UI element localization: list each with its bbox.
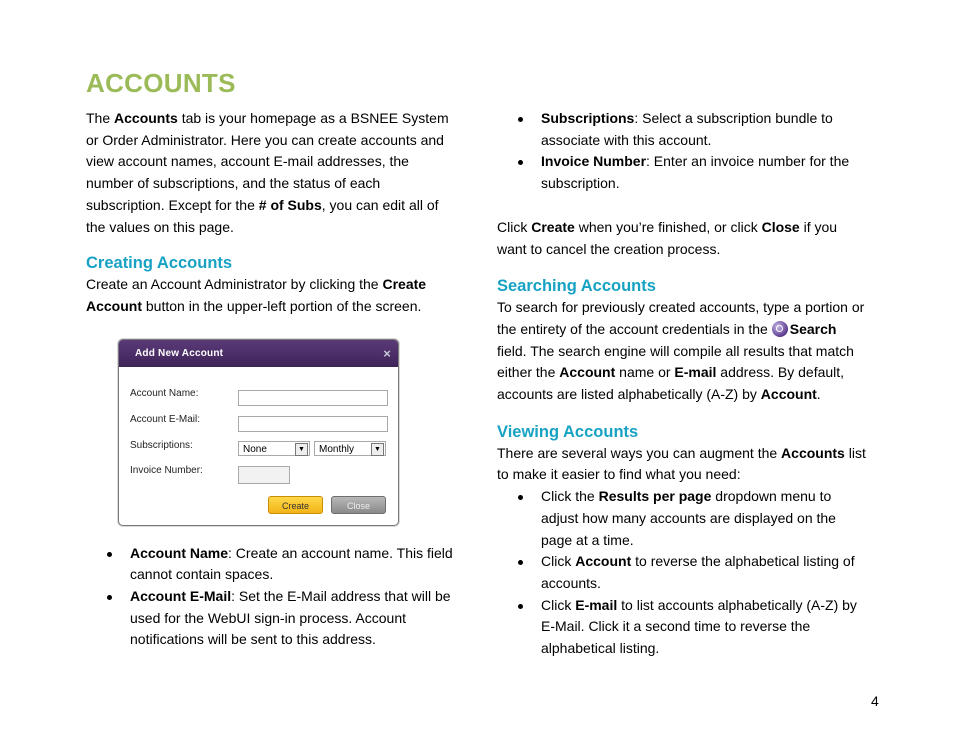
dialog-title: Add New Account: [135, 348, 224, 359]
subscription-select[interactable]: None ▼: [238, 441, 310, 456]
viewing-accounts-heading: Viewing Accounts: [497, 422, 639, 441]
account-email-label: Account E-Mail:: [130, 414, 201, 425]
dialog-titlebar: [119, 340, 398, 367]
list-item: Subscriptions: Select a subscription bundle to associate with this account.: [497, 108, 869, 151]
subscriptions-label: Subscriptions:: [130, 440, 193, 451]
right-column: [497, 108, 869, 660]
close-icon[interactable]: ×: [383, 346, 391, 361]
add-new-account-dialog-screenshot: [118, 339, 399, 526]
page-title: ACCOUNTS: [86, 68, 236, 98]
invoice-number-label: Invoice Number:: [130, 465, 203, 476]
page-number: 4: [871, 693, 879, 709]
list-item: Click E-mail to list accounts alphabetically (A-Z) by E-Mail. Click it a second time to reverse the alphabetical listing.: [497, 595, 869, 660]
search-icon: [772, 321, 788, 337]
account-name-input[interactable]: [238, 390, 388, 406]
viewing-paragraph: There are several ways you can augment the Accounts list to make it easier to find what you need:: [497, 444, 866, 483]
creating-bullet-list: [86, 543, 458, 652]
close-button[interactable]: Close: [331, 496, 386, 514]
list-item: Click Account to reverse the alphabetical listing of accounts.: [497, 551, 869, 594]
list-item: Account Name: Create an account name. This field cannot contain spaces.: [86, 543, 458, 586]
intro-paragraph: The Accounts tab is your homepage as a BSNEE System or Order Administrator. Here you can create accounts and view account names, account E-mail addresses, the number of subscriptions, and the status of each subscription. Except for the # of Subs, you can edit all of the values on this page.: [86, 110, 449, 235]
finish-paragraph: Click Create when you’re finished, or click Close if you want to cancel the creation process.: [497, 218, 838, 257]
searching-accounts-heading: Searching Accounts: [497, 277, 656, 296]
account-name-label: Account Name:: [130, 388, 199, 399]
creating-paragraph: Create an Account Administrator by clicking the Create Account button in the upper-left portion of the screen.: [86, 276, 427, 314]
chevron-down-icon: ▼: [371, 443, 384, 456]
viewing-bullet-list: [497, 486, 869, 660]
list-item: Account E-Mail: Set the E-Mail address that will be used for the WebUI sign-in process. Account notifications will be sent to this address.: [86, 586, 458, 651]
invoice-number-input[interactable]: [238, 466, 290, 484]
create-button[interactable]: Create: [268, 496, 323, 514]
chevron-down-icon: ▼: [295, 443, 308, 456]
list-item: Click the Results per page dropdown menu to adjust how many accounts are displayed on the page at a time.: [497, 486, 869, 551]
list-item: Invoice Number: Enter an invoice number for the subscription.: [497, 151, 869, 194]
creating-accounts-heading: Creating Accounts: [86, 254, 233, 273]
searching-paragraph: To search for previously created accounts, type a portion or the entirety of the account credentials in the Search field. The search engine will compile all results that match either the Account name or E-mail address. By default, accounts are listed alphabetically (A-Z) by Account.: [497, 299, 865, 403]
subscription-bullet-list: [497, 108, 869, 195]
account-email-input[interactable]: [238, 416, 388, 432]
period-select[interactable]: Monthly ▼: [314, 441, 386, 456]
